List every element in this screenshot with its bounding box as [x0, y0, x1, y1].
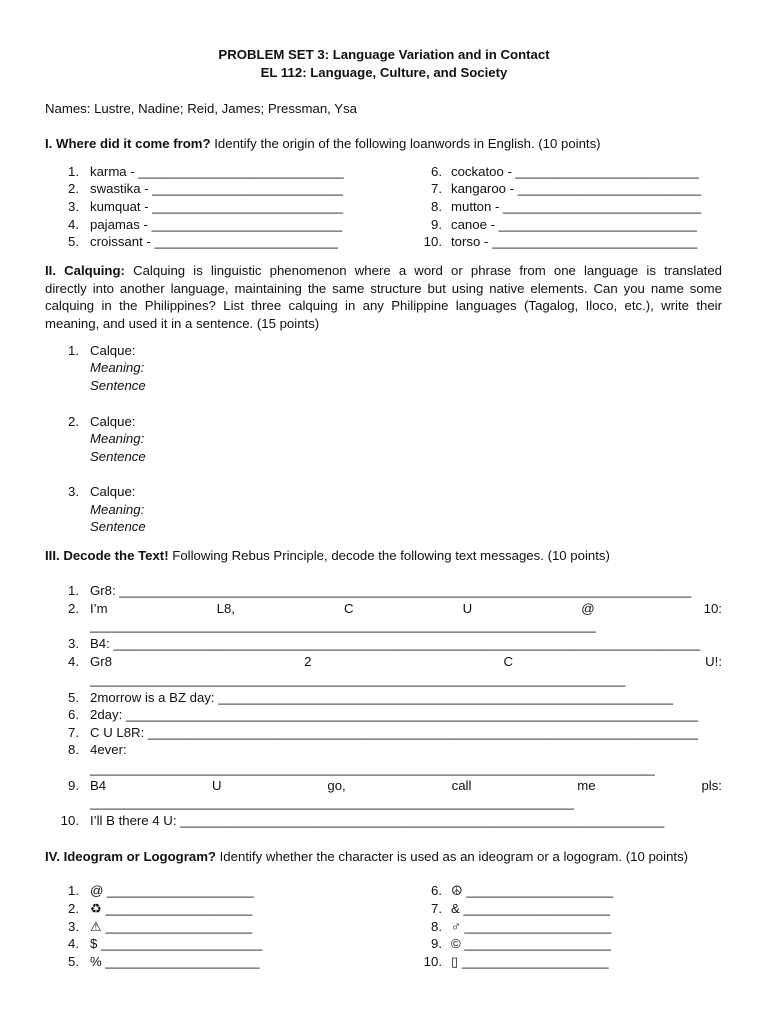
answer-line: __________________________________________________________________	[90, 795, 575, 810]
list-number: 4.	[68, 217, 79, 232]
word: 10:	[703, 601, 722, 616]
word: U	[212, 778, 222, 793]
section2-paragraph-line: meaning, and used it in a sentence. (15 points)	[45, 316, 320, 331]
section4-instruction	[45, 848, 688, 865]
list-number: 5.	[68, 954, 79, 969]
list-number: 9.	[68, 778, 79, 793]
list-item: 2morrow is a BZ day: ______________________________________________________________	[90, 690, 673, 705]
list-item: pajamas - __________________________	[90, 217, 343, 232]
list-item: canoe - ___________________________	[451, 217, 697, 232]
list-number: 6.	[431, 883, 442, 898]
list-item: $ ______________________	[90, 936, 263, 951]
section2-heading: II. Calquing:	[45, 263, 125, 278]
list-item: 2day: ______________________________________________________________________________	[90, 707, 698, 722]
list-item: Gr8: ______________________________________________________________________________	[90, 583, 692, 598]
sentence-label: Sentence	[90, 519, 146, 534]
list-item	[90, 653, 722, 670]
calque-label: Calque:	[90, 343, 136, 358]
list-number: 4.	[68, 936, 79, 951]
list-item: mutton - ___________________________	[451, 199, 702, 214]
list-item: @ ____________________	[90, 883, 254, 898]
list-number: 2.	[68, 601, 79, 616]
section2-paragraph-line	[45, 262, 722, 279]
meaning-label: Meaning:	[90, 502, 145, 517]
section2-paragraph-line: directly into another language, maintaining the same structure but using native elements. Can you name some	[45, 281, 722, 296]
list-number: 1.	[68, 883, 79, 898]
list-number: 1.	[68, 343, 79, 358]
word: call	[451, 778, 472, 793]
list-item	[90, 777, 722, 794]
list-number: 7.	[68, 725, 79, 740]
list-number: 6.	[68, 707, 79, 722]
word: L8,	[216, 601, 235, 616]
sentence-label: Sentence	[90, 449, 146, 464]
list-number: 3.	[68, 484, 79, 499]
word: C	[344, 601, 354, 616]
list-number: 9.	[431, 217, 442, 232]
list-number: 5.	[68, 690, 79, 705]
list-item: karma - ____________________________	[90, 164, 344, 179]
list-number: 3.	[68, 636, 79, 651]
list-number: 10.	[423, 234, 442, 249]
word: B4	[90, 778, 107, 793]
answer-line: _________________________________________________________________________	[90, 672, 626, 687]
list-number: 3.	[68, 919, 79, 934]
list-number: 10.	[423, 954, 442, 969]
list-item: cockatoo - _________________________	[451, 164, 699, 179]
list-number: 9.	[431, 936, 442, 951]
list-number: 1.	[68, 583, 79, 598]
list-number: 4.	[68, 654, 79, 669]
page-title: PROBLEM SET 3: Language Variation and in Contact	[218, 47, 550, 62]
word: me	[577, 778, 596, 793]
word: Gr8	[90, 654, 112, 669]
list-number: 6.	[431, 164, 442, 179]
sentence-label: Sentence	[90, 378, 146, 393]
list-item: & ____________________	[451, 901, 611, 916]
list-item: ⚠ ____________________	[90, 919, 253, 934]
list-item: kangaroo - _________________________	[451, 181, 702, 196]
list-item: B4: ________________________________________________________________________________	[90, 636, 701, 651]
list-item: C U L8R: ___________________________________________________________________________	[90, 725, 698, 740]
list-item: torso - ____________________________	[451, 234, 698, 249]
list-number: 5.	[68, 234, 79, 249]
word: 2	[304, 654, 312, 669]
list-number: 8.	[68, 742, 79, 757]
word: U	[462, 601, 473, 616]
list-item: ♻ ____________________	[90, 901, 253, 916]
section2-paragraph-line: calquing in the Philippines? List three calquing in any Philippine languages (Tagalog, Ilocо, etc.), write their	[45, 298, 722, 313]
list-number: 2.	[68, 901, 79, 916]
list-number: 7.	[431, 901, 442, 916]
meaning-label: Meaning:	[90, 360, 145, 375]
section3-instruction	[45, 547, 610, 564]
list-item: 4ever:	[90, 742, 127, 757]
answer-line: _____________________________________________________________________________	[90, 761, 655, 776]
word: U!:	[705, 654, 722, 669]
list-number: 8.	[431, 199, 442, 214]
section3-text: Following Rebus Principle, decode the following text messages. (10 points)	[168, 548, 610, 563]
list-number: 2.	[68, 181, 79, 196]
list-item: I’ll B there 4 U: __________________________________________________________________	[90, 813, 665, 828]
list-number: 3.	[68, 199, 79, 214]
section4-heading: IV. Ideogram or Logogram?	[45, 849, 216, 864]
calque-label: Calque:	[90, 414, 136, 429]
word: go,	[327, 778, 346, 793]
answer-line: _____________________________________________________________________	[90, 618, 597, 633]
word: pls:	[701, 778, 722, 793]
section1-instruction	[45, 135, 601, 152]
list-item: kumquat - __________________________	[90, 199, 343, 214]
section1-heading: I. Where did it come from?	[45, 136, 211, 151]
list-item	[90, 600, 722, 617]
list-number: 2.	[68, 414, 79, 429]
list-item: © ____________________	[451, 936, 612, 951]
section1-text: Identify the origin of the following loanwords in English. (10 points)	[210, 136, 601, 151]
list-item: croissant - _________________________	[90, 234, 338, 249]
word: I’m	[90, 601, 108, 616]
list-number: 7.	[431, 181, 442, 196]
list-number: 8.	[431, 919, 442, 934]
list-item: swastika - __________________________	[90, 181, 343, 196]
list-number: 10.	[60, 813, 79, 828]
list-item: ☮ ____________________	[451, 883, 614, 898]
list-number: 1.	[68, 164, 79, 179]
word: @	[581, 601, 595, 616]
calque-label: Calque:	[90, 484, 136, 499]
section3-heading: III. Decode the Text!	[45, 548, 169, 563]
word: C	[503, 654, 514, 669]
meaning-label: Meaning:	[90, 431, 145, 446]
list-item: % _____________________	[90, 954, 260, 969]
list-item: ♂ ____________________	[451, 919, 612, 934]
section2-text: Calquing is linguistic phenomenon where a word or phrase from one language is translated	[124, 263, 722, 278]
list-item: ▯ ____________________	[451, 954, 609, 969]
names-line: Names: Lustre, Nadine; Reid, James; Pressman, Ysa	[45, 101, 357, 116]
section4-text: Identify whether the character is used as an ideogram or a logogram. (10 points)	[215, 849, 689, 864]
course-title: EL 112: Language, Culture, and Society	[260, 65, 508, 80]
